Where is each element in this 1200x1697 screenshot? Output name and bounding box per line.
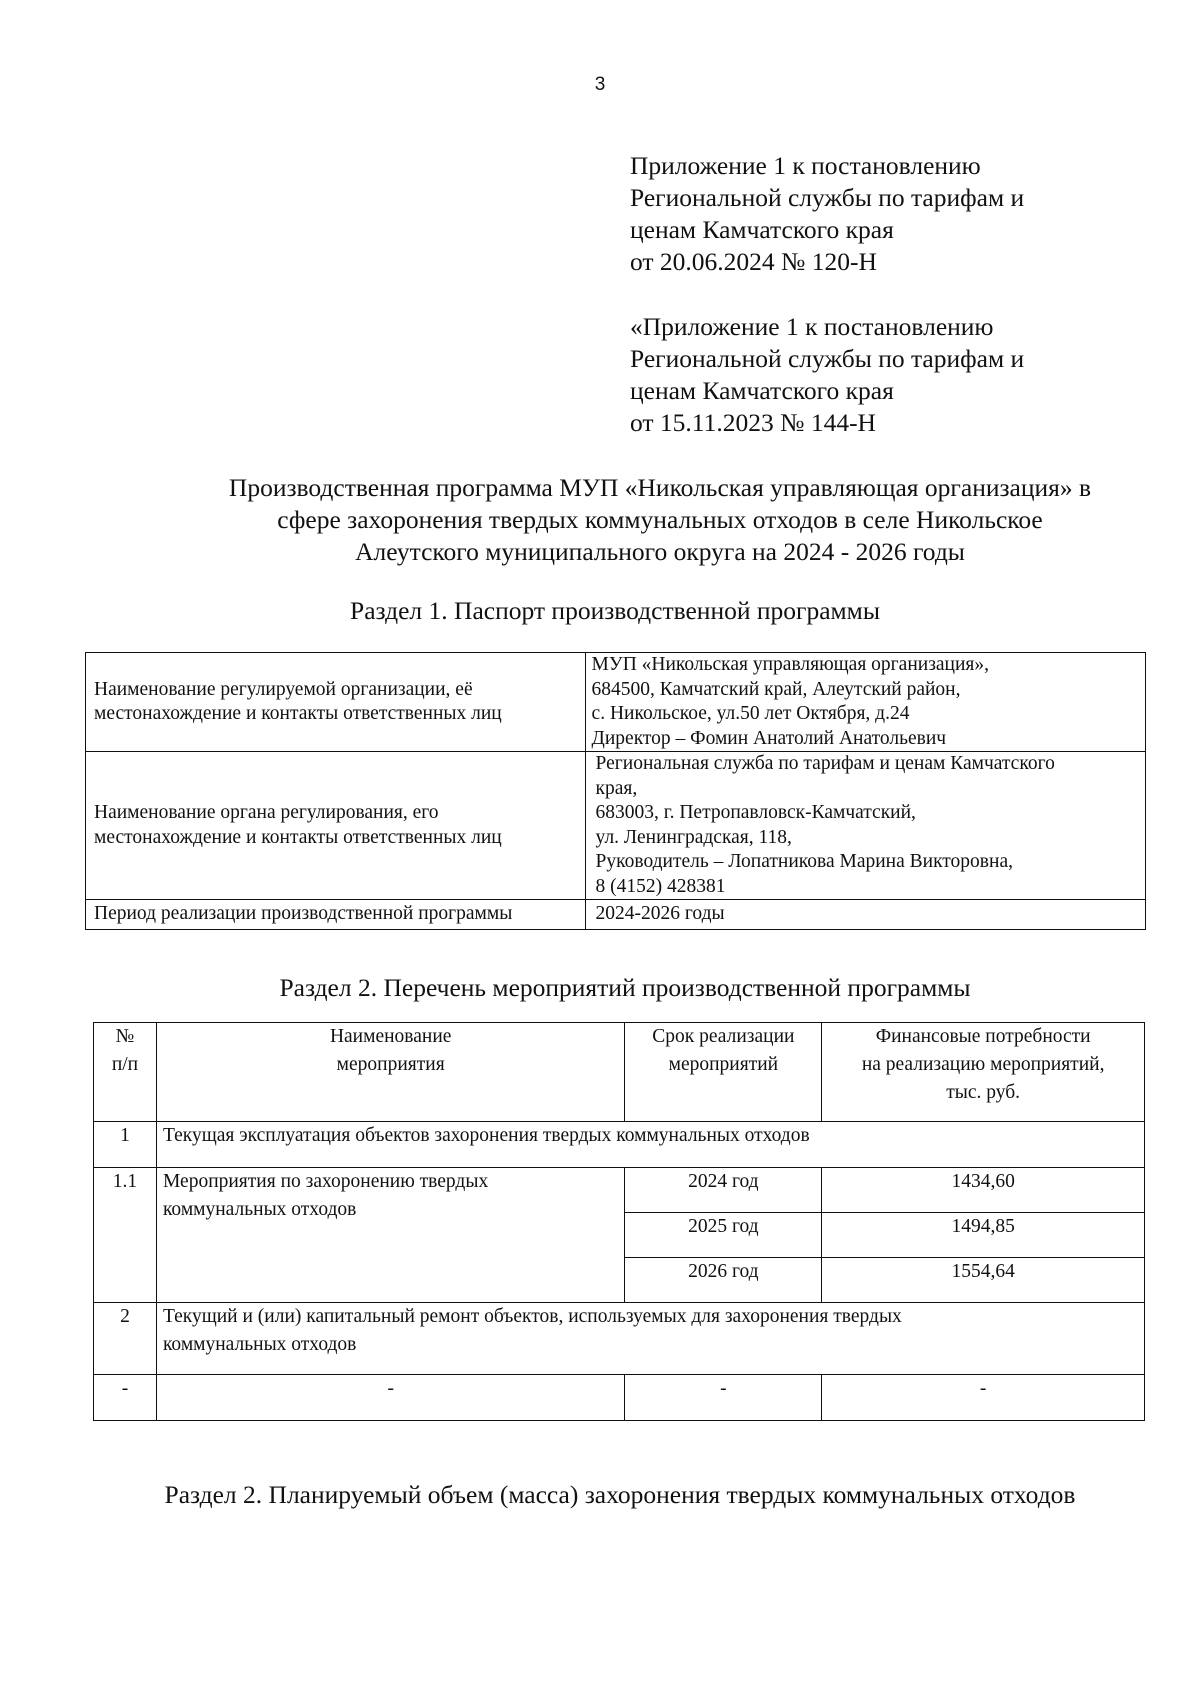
table-row (94, 1122, 1145, 1168)
header-finance-line: тыс. руб. (946, 1082, 1021, 1103)
page-number: 3 (594, 74, 606, 95)
appendix-current (630, 150, 1024, 278)
appendix-previous-line: ценам Камчатского края (630, 376, 894, 405)
amount-cell: 1434,60 (822, 1168, 1145, 1213)
header-term-line: Срок реализации (652, 1026, 795, 1047)
passport-label-line: местонахождение и контакты ответственных лиц (94, 826, 502, 848)
section2-heading: Раздел 2. Перечень мероприятий производственной программы (279, 973, 971, 1002)
header-term (625, 1023, 822, 1122)
term-cell: 2025 год (625, 1213, 822, 1258)
passport-label (86, 752, 586, 900)
table-row (94, 1375, 1145, 1421)
table-row (86, 752, 1146, 900)
passport-value-line: с. Никольское, ул.50 лет Октября, д.24 (591, 703, 910, 724)
amount-cell: 1554,64 (822, 1258, 1145, 1303)
passport-value-line: ул. Ленинградская, 118, (595, 826, 792, 848)
passport-value-line: МУП «Никольская управляющая организация», (591, 654, 990, 675)
header-term-line: мероприятий (668, 1054, 779, 1075)
passport-value-line: Региональная служба по тарифам и ценам Камчатского (595, 753, 1055, 774)
document-title-line: Алеутского муниципального округа на 2024 - 2026 годы (355, 537, 965, 566)
group-title-line: Текущий и (или) капитальный ремонт объектов, используемых для захоронения твердых (162, 1306, 902, 1327)
appendix-previous-line: от 15.11.2023 № 144-Н (630, 408, 876, 437)
table-row (86, 653, 1146, 752)
passport-label (86, 653, 586, 752)
term-cell: 2026 год (625, 1258, 822, 1303)
document-title (150, 472, 1170, 568)
passport-value-line: 684500, Камчатский край, Алеутский район, (591, 678, 961, 700)
table-row (86, 900, 1146, 930)
appendix-current-line: Региональной службы по тарифам и (630, 183, 1025, 212)
measure-name-line: Мероприятия по захоронению твердых (162, 1171, 489, 1192)
passport-label-line: местонахождение и контакты ответственных лиц (94, 703, 502, 724)
header-num-line: № (115, 1026, 135, 1047)
appendix-current-line: ценам Камчатского края (630, 215, 894, 244)
term-cell: - (625, 1375, 822, 1421)
header-num-line: п/п (111, 1054, 139, 1075)
measures-table (93, 1022, 1145, 1421)
passport-value (585, 653, 1145, 752)
header-finance-line: Финансовые потребности (875, 1026, 1091, 1047)
appendix-previous-line: Региональной службы по тарифам и (630, 344, 1025, 373)
passport-value (585, 900, 1145, 930)
passport-label-line: Наименование регулируемой организации, её (94, 678, 473, 700)
header-name (156, 1023, 624, 1122)
table-row (94, 1303, 1145, 1375)
row-num: 1.1 (94, 1168, 157, 1303)
row-num: 2 (94, 1303, 157, 1375)
passport-value-line: края, (595, 777, 638, 799)
header-name-line: Наименование (329, 1026, 452, 1047)
appendix-previous-line: «Приложение 1 к постановлению (630, 312, 994, 341)
header-name-line: мероприятия (336, 1054, 445, 1075)
passport-value (585, 752, 1145, 900)
measure-name: - (156, 1375, 624, 1421)
passport-label (86, 900, 586, 930)
table-header-row (94, 1023, 1145, 1122)
group-title: Текущая эксплуатация объектов захоронения твердых коммунальных отходов (156, 1122, 1144, 1168)
measure-name (156, 1168, 624, 1303)
section1-heading: Раздел 1. Паспорт производственной программы (350, 596, 880, 625)
passport-value-line: 8 (4152) 428381 (595, 875, 726, 897)
appendix-current-line: Приложение 1 к постановлению (630, 151, 981, 180)
passport-value-line: Руководитель – Лопатникова Марина Викторовна, (595, 851, 1013, 872)
passport-label-line: Период реализации производственной программы (94, 903, 513, 924)
header-finance-line: на реализацию мероприятий, (861, 1054, 1105, 1075)
passport-value-line: 2024-2026 годы (595, 903, 725, 924)
group-title (156, 1303, 1144, 1375)
appendix-previous (630, 311, 1024, 439)
header-finance (822, 1023, 1145, 1122)
table-row (94, 1168, 1145, 1213)
passport-label-line: Наименование органа регулирования, его (94, 802, 439, 823)
header-num (94, 1023, 157, 1122)
row-num: - (94, 1375, 157, 1421)
amount-cell: - (822, 1375, 1145, 1421)
group-title-line: коммунальных отходов (162, 1334, 357, 1355)
row-num: 1 (94, 1122, 157, 1168)
section3-heading: Раздел 2. Планируемый объем (масса) захоронения твердых коммунальных отходов (164, 1480, 1076, 1509)
term-cell: 2024 год (625, 1168, 822, 1213)
passport-value-line: 683003, г. Петропавловск-Камчатский, (595, 802, 916, 823)
passport-value-line: Директор – Фомин Анатолий Анатольевич (591, 727, 947, 749)
document-title-line: сфере захоронения твердых коммунальных отходов в селе Никольское (277, 505, 1043, 534)
amount-cell: 1494,85 (822, 1213, 1145, 1258)
measure-name-line: коммунальных отходов (162, 1199, 357, 1220)
appendix-current-line: от 20.06.2024 № 120-Н (630, 247, 877, 276)
passport-table (85, 652, 1146, 930)
document-title-line: Производственная программа МУП «Никольская управляющая организация» в (228, 473, 1092, 502)
